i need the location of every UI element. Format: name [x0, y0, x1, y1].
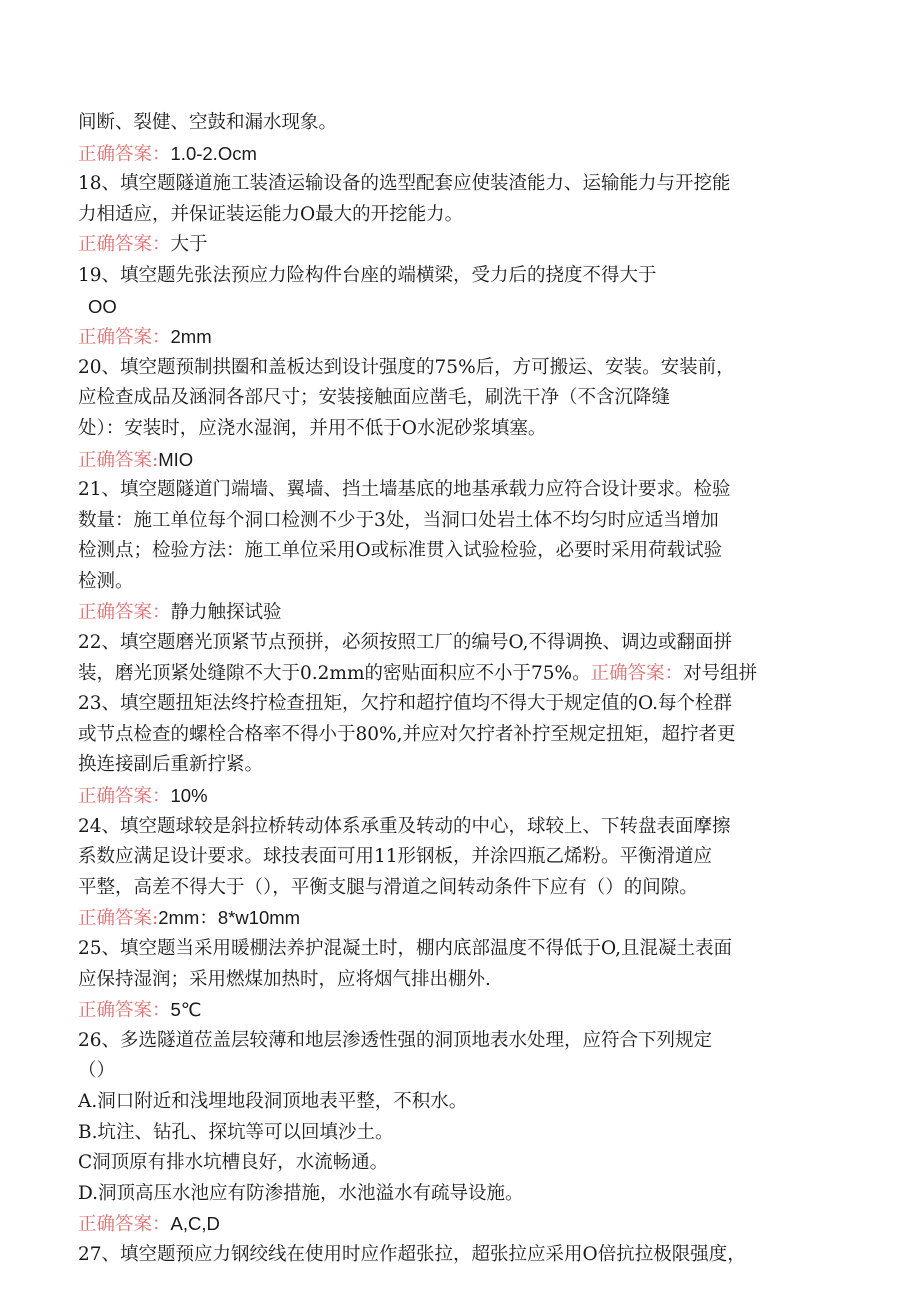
question-19-line-2: OO — [88, 295, 117, 317]
question-25-line-2: 应保持湿润；采用燃煤加热时，应将烟气排出棚外. — [78, 968, 491, 990]
answer-label: 正确答案： — [78, 786, 171, 808]
option-a: A.洞口附近和浅埋地段洞顶地表平整，不积水。 — [78, 1091, 468, 1112]
answer-label: 正确答案： — [78, 601, 171, 623]
answer-line — [78, 322, 848, 353]
answer-value: 2mm — [170, 326, 212, 348]
question-20-line-2: 应检查成品及涵洞各部尺寸；安装接触面应凿毛，刷洗干净（不含沉降缝 — [78, 387, 671, 409]
answer-value: MIO — [158, 448, 194, 470]
question-23-line-2: 或节点检查的螺栓合格率不得小于80%,并应对欠拧者补拧至规定扭矩，超拧者更 — [78, 723, 736, 745]
answer-line — [78, 445, 848, 476]
question-23-line-3: 换连接副后重新拧紧。 — [78, 754, 264, 776]
question-22-line-2 — [78, 659, 848, 690]
answer-line — [78, 903, 848, 934]
option-c: C洞顶原有排水坑槽良好，水流畅通。 — [78, 1152, 389, 1174]
answer-label: 正确答案： — [78, 327, 171, 349]
question-24-line-3: 平整，高差不得大于（），平衡支腿与滑道之间转动条件下应有（）的间隙。 — [78, 876, 698, 898]
question-25-line-1: 25、填空题当采用暖棚法养护混凝土时，棚内底部温度不得低于O,且混凝土表面 — [78, 938, 733, 960]
option-d: D.洞顶高压水池应有防渗措施，水池溢水有疏导设施。 — [78, 1182, 524, 1204]
answer-value: 大于 — [170, 234, 208, 256]
question-20-line-1: 20、填空题预制拱圈和盖板达到设计强度的75%后，方可搬运、安装。安装前， — [78, 356, 735, 378]
question-19-line-1: 19、填空题先张法预应力险构件台座的端横梁，受力后的挠度不得大于 — [78, 264, 657, 286]
answer-value: 静力触探试验 — [170, 601, 282, 623]
answer-label: 正确答案: — [78, 449, 159, 471]
question-21-line-1: 21、填空题隧道门端墙、翼墙、挡土墙基底的地基承载力应符合设计要求。检验 — [78, 479, 731, 501]
question-23-line-1: 23、填空题扭矩法终拧检查扭矩，欠拧和超拧值均不得大于规定值的O.每个栓群 — [78, 693, 733, 715]
question-21-line-3: 检测点；检验方法：施工单位采用O或标准贯入试验检验，必要时采用荷载试验 — [78, 540, 723, 562]
text-line: 间断、裂健、空鼓和漏水现象。 — [78, 112, 338, 133]
question-27-line-1: 27、填空题预应力钢绞线在使用时应作超张拉，超张拉应采用O倍抗拉极限强度， — [78, 1243, 746, 1265]
question-21-line-2: 数量：施工单位每个洞口检测不少于3处，当洞口处岩土体不均匀时应适当增加 — [78, 509, 719, 531]
question-22-text: 装，磨光顶紧处缝隙不大于0.2mm的密贴面积应不小于75%。 — [78, 662, 591, 684]
option-b: B.坑注、钻孔、探坑等可以回填沙土。 — [78, 1121, 394, 1143]
answer-label: 正确答案： — [590, 662, 684, 684]
question-26-line-1: 26、多选隧道莅盖层较薄和地层渗透性强的洞顶地表水处理，应符合下列规定 — [78, 1029, 713, 1051]
question-18-line-2: 力相适应，并保证装运能力O最大的开挖能力。 — [78, 203, 464, 225]
answer-value: 2mm：8*w10mm — [158, 907, 301, 929]
answer-value: 5℃ — [170, 999, 202, 1021]
question-21-line-4: 检测。 — [78, 570, 134, 592]
answer-line — [78, 1209, 848, 1240]
answer-value: 10% — [170, 785, 208, 807]
answer-label: 正确答案： — [78, 1000, 171, 1022]
answer-value: 1.0-2.Ocm — [170, 142, 257, 164]
answer-line — [78, 230, 848, 261]
answer-value: 对号组拼 — [683, 662, 758, 684]
question-24-line-1: 24、填空题球较是斜拉桥转动体系承重及转动的中心，球较上、下转盘表面摩擦 — [78, 815, 731, 837]
answer-label: 正确答案: — [78, 908, 159, 930]
answer-line — [78, 139, 848, 170]
answer-label: 正确答案： — [78, 234, 171, 256]
question-18-line-1: 18、填空题隧道施工装渣运输设备的选型配套应使装渣能力、运输能力与开挖能 — [78, 173, 731, 195]
answer-line — [78, 781, 848, 812]
question-22-line-1: 22、填空题磨光顶紧节点预拼，必须按照工厂的编号O,不得调换、调边或翻面拼 — [78, 632, 733, 654]
question-20-line-3: 处）：安装时，应浇水湿润，并用不低于O水泥砂浆填塞。 — [78, 417, 547, 439]
question-26-line-2: （） — [78, 1060, 116, 1082]
question-24-line-2: 系数应满足设计要求。球技表面可用11形钢板，并涂四瓶乙烯粉。平衡滑道应 — [78, 846, 713, 868]
answer-label: 正确答案： — [78, 143, 171, 165]
answer-value: A,C,D — [170, 1213, 220, 1235]
answer-line — [78, 598, 848, 629]
answer-label: 正确答案： — [78, 1214, 171, 1236]
answer-line — [78, 995, 848, 1026]
question-list — [78, 108, 848, 1271]
